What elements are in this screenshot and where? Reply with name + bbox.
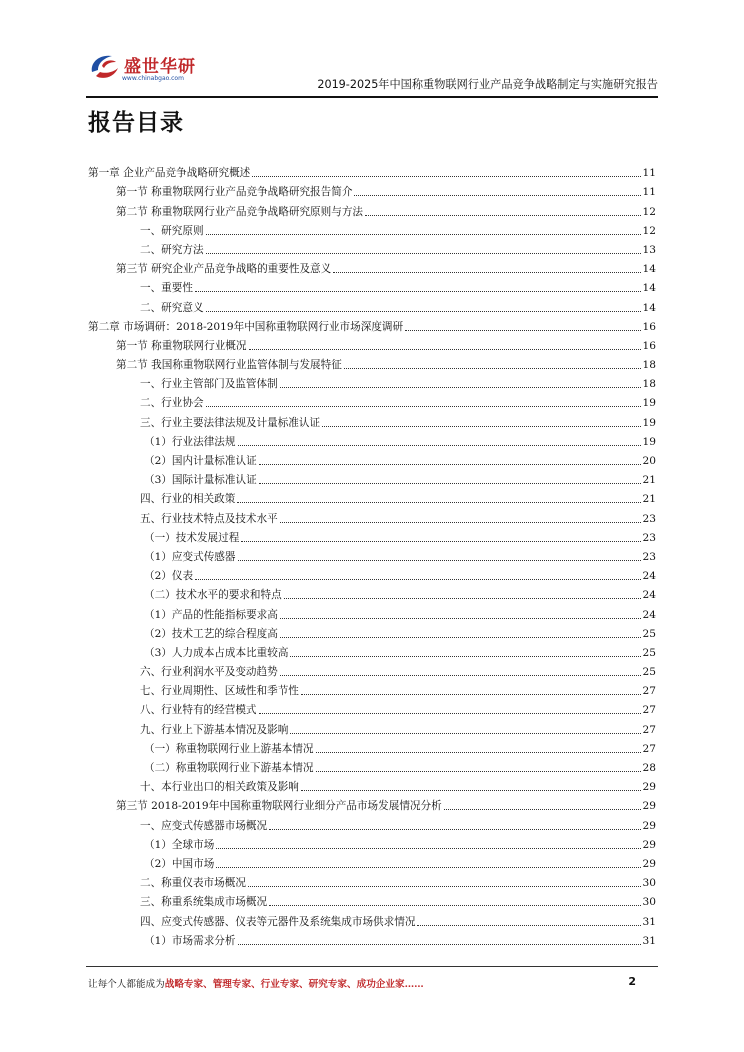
toc-dot-leader (238, 445, 641, 446)
toc-entry-title: 第一节 称重物联网行业概况 (116, 339, 247, 352)
toc-dot-leader (206, 311, 641, 312)
logo-text: 盛世华研 (124, 57, 196, 77)
toc-entry-title: 二、称重仪表市场概况 (140, 877, 246, 890)
toc-entry-title: 三、行业主要法律法规及计量标准认证 (140, 416, 321, 429)
logo-swirl-icon (88, 50, 122, 82)
header-divider (86, 96, 658, 98)
toc-entry[interactable] (88, 238, 656, 257)
toc-dot-leader (284, 598, 641, 599)
toc-entry-title: 六、行业利润水平及变动趋势 (140, 666, 278, 679)
toc-entry[interactable] (88, 430, 656, 449)
toc-entry-title: （2）中国市场 (144, 857, 215, 870)
toc-dot-leader (354, 195, 640, 196)
toc-dot-leader (301, 790, 641, 791)
toc-page-number: 24 (642, 589, 656, 602)
toc-entry-title: （3）国际计量标准认证 (144, 474, 257, 487)
toc-entry-title: （1）市场需求分析 (144, 934, 236, 947)
toc-page-number: 25 (642, 666, 656, 679)
toc-entry-title: 第二节 称重物联网行业产品竞争战略研究原则与方法 (116, 205, 364, 218)
toc-entry-title: （二）技术水平的要求和特点 (144, 589, 282, 602)
toc-dot-leader (405, 330, 640, 331)
toc-dot-leader (365, 215, 640, 216)
toc-page-number: 27 (642, 742, 656, 755)
toc-page-number: 14 (642, 282, 656, 295)
page-header (86, 42, 658, 98)
toc-dot-leader (290, 656, 640, 657)
toc-page-number: 31 (642, 934, 656, 947)
toc-entry[interactable] (88, 257, 656, 276)
page-title: 报告目录 (88, 110, 184, 136)
toc-entry[interactable] (88, 929, 656, 948)
toc-page-number: 27 (642, 704, 656, 717)
toc-entry-title: （2）技术工艺的综合程度高 (144, 627, 278, 640)
toc-page-number: 29 (642, 800, 656, 813)
toc-entry-title: 一、研究原则 (140, 224, 204, 237)
toc-entry[interactable] (88, 391, 656, 410)
toc-entry-title: 三、称重系统集成市场概况 (140, 896, 268, 909)
table-of-contents (88, 161, 656, 948)
toc-entry[interactable] (88, 890, 656, 909)
toc-entry-title: （一）称重物联网行业上游基本情况 (144, 742, 314, 755)
toc-entry-title: （2）仪表 (144, 570, 194, 583)
toc-page-number: 14 (642, 263, 656, 276)
toc-dot-leader (280, 637, 641, 638)
toc-dot-leader (316, 771, 641, 772)
toc-entry[interactable] (88, 545, 656, 564)
toc-entry-title: （3）人力成本占成本比重较高 (144, 646, 289, 659)
toc-page-number: 28 (642, 762, 656, 774)
toc-dot-leader (269, 829, 640, 830)
toc-dot-leader (290, 733, 640, 734)
toc-page-number: 30 (642, 896, 656, 909)
toc-entry-title: 二、研究意义 (140, 301, 204, 314)
toc-dot-leader (344, 368, 641, 369)
toc-dot-leader (280, 522, 641, 523)
toc-page-number: 19 (642, 397, 656, 410)
toc-entry[interactable] (88, 449, 656, 468)
page-number: 2 (628, 975, 636, 988)
toc-page-number: 11 (642, 186, 656, 199)
toc-entry-title: 二、研究方法 (140, 243, 204, 256)
toc-entry[interactable] (88, 871, 656, 890)
toc-entry-title: 四、行业的相关政策 (140, 493, 236, 506)
toc-entry-title: （2）国内计量标准认证 (144, 455, 257, 467)
toc-entry-title: 八、行业特有的经营模式 (140, 704, 257, 717)
toc-page-number: 19 (642, 435, 656, 448)
toc-dot-leader (301, 694, 641, 695)
footer-slogan-highlight: 战略专家、管理专家、行业专家、研究专家、成功企业家…… (164, 979, 424, 990)
toc-entry[interactable] (88, 295, 656, 314)
toc-entry[interactable] (88, 506, 656, 525)
toc-entry[interactable] (88, 219, 656, 238)
toc-entry-title: 第二章 市场调研：2018-2019年中国称重物联网行业市场深度调研 (88, 320, 404, 333)
toc-dot-leader (238, 560, 641, 561)
toc-entry-title: （1）全球市场 (144, 838, 215, 851)
toc-page-number: 29 (642, 857, 656, 870)
toc-entry-title: 五、行业技术特点及技术水平 (140, 512, 278, 525)
toc-entry[interactable] (88, 468, 656, 487)
toc-entry-title: （一）技术发展过程 (144, 531, 240, 544)
toc-entry[interactable] (88, 161, 656, 180)
toc-entry[interactable] (88, 698, 656, 717)
toc-dot-leader (195, 579, 640, 580)
toc-entry-title: 七、行业周期性、区域性和季节性 (140, 685, 299, 698)
toc-dot-leader (259, 464, 641, 465)
toc-dot-leader (206, 406, 641, 407)
toc-entry[interactable] (88, 833, 656, 852)
toc-page-number: 27 (642, 685, 656, 698)
toc-entry[interactable] (88, 487, 656, 506)
toc-page-number: 24 (642, 608, 656, 621)
toc-entry-title: 九、行业上下游基本情况及影响 (140, 723, 289, 736)
footer-divider (86, 966, 658, 967)
toc-dot-leader (195, 291, 641, 292)
toc-page-number: 25 (642, 646, 656, 659)
toc-entry[interactable] (88, 315, 656, 334)
toc-entry-title: 四、应变式传感器、仪表等元器件及系统集成市场供求情况 (140, 915, 416, 928)
toc-page-number: 16 (642, 339, 656, 352)
toc-dot-leader (206, 234, 641, 235)
company-logo (86, 48, 216, 94)
toc-entry[interactable] (88, 583, 656, 602)
toc-entry[interactable] (88, 334, 656, 353)
toc-entry[interactable] (88, 180, 656, 199)
toc-page-number: 29 (642, 781, 656, 794)
toc-entry-title: 第三节 研究企业产品竞争战略的重要性及意义 (116, 263, 332, 276)
footer-slogan-prefix: 让每个人都能成为 (88, 979, 165, 990)
toc-entry[interactable] (88, 199, 656, 218)
toc-dot-leader (252, 176, 640, 177)
toc-dot-leader (333, 272, 640, 273)
toc-entry-title: 第二节 我国称重物联网行业监管体制与发展特征 (116, 359, 342, 372)
toc-page-number: 12 (642, 205, 656, 218)
toc-entry[interactable] (88, 794, 656, 813)
toc-entry[interactable] (88, 813, 656, 832)
toc-dot-leader (249, 349, 641, 350)
toc-dot-leader (444, 809, 641, 810)
toc-dot-leader (280, 675, 641, 676)
toc-entry[interactable] (88, 775, 656, 794)
logo-url: www.chinabgao.com (122, 75, 184, 82)
toc-dot-leader (248, 886, 641, 887)
toc-entry-title: （1）产品的性能指标要求高 (144, 608, 278, 621)
toc-page-number: 25 (642, 627, 656, 640)
toc-entry-title: 第一节 称重物联网行业产品竞争战略研究报告简介 (116, 186, 353, 199)
toc-entry[interactable] (88, 909, 656, 928)
toc-entry[interactable] (88, 372, 656, 391)
toc-page-number: 13 (642, 243, 656, 256)
toc-page-number: 18 (642, 378, 656, 391)
toc-page-number: 14 (642, 301, 656, 314)
toc-entry[interactable] (88, 756, 656, 775)
toc-dot-leader (216, 848, 640, 849)
report-title: 2019-2025年中国称重物联网行业产品竞争战略制定与实施研究报告 (317, 78, 658, 91)
toc-page-number: 30 (642, 877, 656, 890)
toc-entry[interactable] (88, 410, 656, 429)
toc-entry[interactable] (88, 737, 656, 756)
toc-page-number: 16 (642, 320, 656, 333)
toc-entry[interactable] (88, 679, 656, 698)
toc-page-number: 27 (642, 723, 656, 736)
toc-dot-leader (280, 387, 641, 388)
toc-page-number: 20 (642, 455, 656, 467)
toc-entry[interactable] (88, 276, 656, 295)
toc-entry-title: （1）应变式传感器 (144, 550, 236, 563)
toc-page-number: 18 (642, 359, 656, 372)
toc-page-number: 21 (642, 493, 656, 506)
toc-dot-leader (206, 253, 641, 254)
toc-entry-title: （1）行业法律法规 (144, 435, 236, 448)
toc-entry[interactable] (88, 622, 656, 641)
toc-page-number: 11 (642, 167, 656, 180)
toc-dot-leader (417, 925, 640, 926)
toc-dot-leader (238, 944, 641, 945)
toc-entry-title: 十、本行业出口的相关政策及影响 (140, 781, 299, 794)
toc-entry-title: 一、应变式传感器市场概况 (140, 819, 268, 832)
toc-entry[interactable] (88, 641, 656, 660)
toc-entry-title: 第三节 2018-2019年中国称重物联网行业细分产品市场发展情况分析 (116, 800, 442, 813)
toc-page-number: 29 (642, 819, 656, 832)
toc-entry-title: 一、重要性 (140, 282, 193, 295)
toc-entry[interactable] (88, 353, 656, 372)
toc-entry-title: （二）称重物联网行业下游基本情况 (144, 762, 314, 774)
toc-entry-title: 二、行业协会 (140, 397, 204, 410)
toc-dot-leader (241, 541, 640, 542)
toc-dot-leader (216, 867, 640, 868)
toc-entry[interactable] (88, 602, 656, 621)
toc-dot-leader (316, 752, 641, 753)
toc-page-number: 19 (642, 416, 656, 429)
footer-slogan (88, 976, 424, 990)
toc-dot-leader (322, 426, 640, 427)
toc-page-number: 23 (642, 512, 656, 525)
toc-dot-leader (280, 618, 641, 619)
toc-dot-leader (237, 502, 640, 503)
toc-page-number: 24 (642, 570, 656, 583)
toc-dot-leader (259, 713, 641, 714)
toc-entry[interactable] (88, 660, 656, 679)
toc-entry[interactable] (88, 717, 656, 736)
toc-entry[interactable] (88, 526, 656, 545)
toc-dot-leader (269, 905, 640, 906)
toc-page-number: 23 (642, 531, 656, 544)
toc-dot-leader (259, 483, 641, 484)
toc-page-number: 12 (642, 224, 656, 237)
toc-page-number: 21 (642, 474, 656, 487)
toc-entry-title: 一、行业主管部门及监管体制 (140, 378, 278, 391)
toc-page-number: 31 (642, 915, 656, 928)
toc-page-number: 23 (642, 550, 656, 563)
toc-entry[interactable] (88, 564, 656, 583)
toc-page-number: 29 (642, 838, 656, 851)
toc-entry[interactable] (88, 852, 656, 871)
toc-entry-title: 第一章 企业产品竞争战略研究概述 (88, 167, 251, 180)
